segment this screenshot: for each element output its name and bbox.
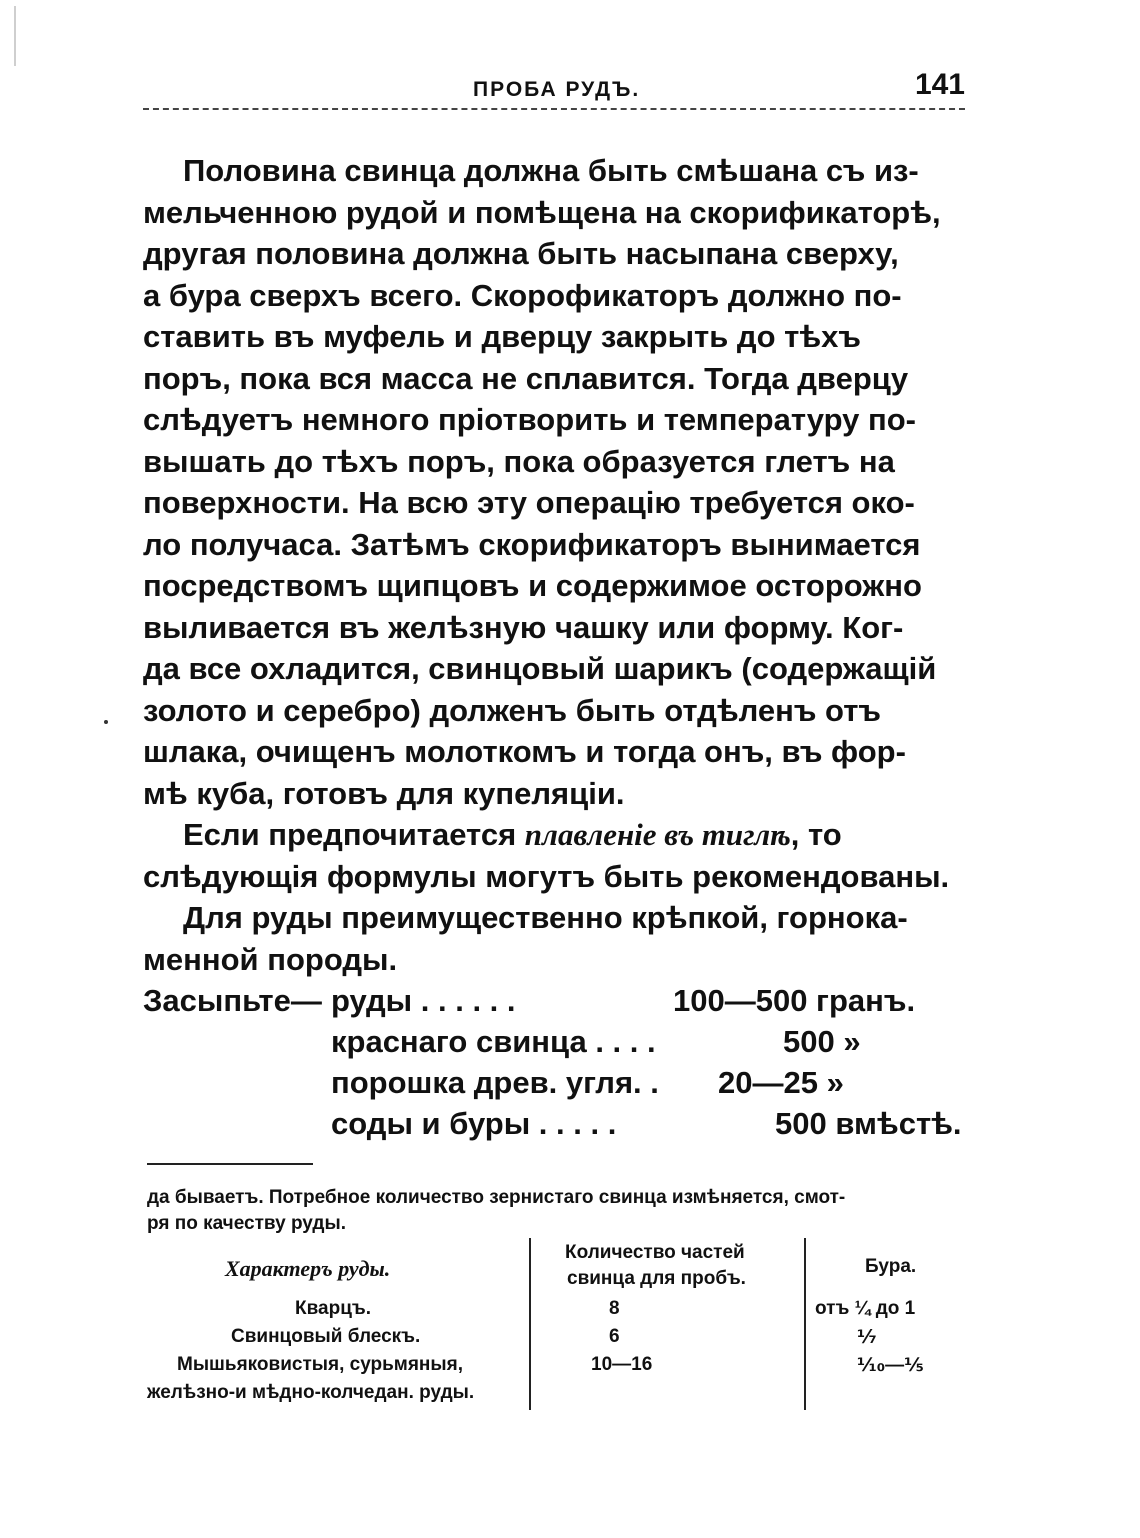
- footnote: [147, 1185, 979, 1237]
- recipe-amount: 500 вмѣстѣ.: [775, 1106, 962, 1141]
- text-line: ставить въ муфель и дверцу закрыть до тѣхъ: [143, 319, 861, 354]
- borax-amount: ⅐: [857, 1327, 877, 1348]
- recipe-item: соды и буры . . . . .: [331, 1106, 617, 1141]
- text-line: менной породы.: [143, 941, 398, 977]
- page-header: [143, 68, 975, 108]
- italic-term: плавленіе въ тиглѣ: [524, 817, 791, 852]
- recipe-amount: 100—500 гранъ.: [673, 983, 916, 1018]
- footnote-line: ря по качеству руды.: [147, 1213, 346, 1234]
- text-line: слѣдуетъ немного пріотворить и температуру по-: [143, 402, 916, 437]
- recipe: [143, 980, 975, 1146]
- text-line: Для руды преимущественно крѣпкой, горнока-: [183, 900, 908, 935]
- borax-amount: отъ ¼ до 1: [815, 1298, 916, 1319]
- column-divider: [529, 1238, 531, 1410]
- header-borax: Бура.: [865, 1256, 917, 1277]
- text-line: мельченною рудой и помѣщена на скорификаторѣ,: [143, 194, 941, 230]
- column-divider: [804, 1238, 806, 1410]
- text-line: вышать до тѣхъ поръ, пока образуется глетъ на: [143, 443, 895, 479]
- ore-table: [147, 1238, 972, 1413]
- borax-amount: ⅒—⅕: [857, 1355, 924, 1376]
- text-line: поверхности. На всю эту операцію требуется око-: [143, 485, 915, 520]
- text-line: выливается въ желѣзную чашку или форму. Ког-: [143, 609, 904, 645]
- text-line: поръ, пока вся масса не сплавится. Тогда дверцу: [143, 360, 909, 396]
- ore-name: Мышьяковистыя, сурьмяныя,: [177, 1354, 464, 1375]
- text-line: ло получаса. Затѣмъ скорификаторъ вынимается: [143, 526, 921, 562]
- scan-speck: [104, 720, 108, 724]
- lead-parts: 10—16: [591, 1354, 653, 1375]
- recipe-item: краснаго свинца . . . .: [331, 1024, 656, 1059]
- header-lead-parts: Количество частей: [565, 1242, 745, 1263]
- text-line: шлака, очищенъ молоткомъ и тогда онъ, въ фор-: [143, 734, 906, 769]
- text-line: мѣ куба, готовъ для купеляціи.: [143, 775, 625, 811]
- text-line: другая половина должна быть насыпана сверху,: [143, 236, 899, 271]
- text-line: посредствомъ щипцовъ и содержимое осторожно: [143, 568, 922, 603]
- recipe-lead: Засыпьте—: [143, 983, 322, 1018]
- recipe-item: руды . . . . . .: [331, 983, 516, 1018]
- recipe-amount: 500 »: [783, 1024, 861, 1059]
- recipe-amount: 20—25 »: [718, 1065, 844, 1100]
- footnote-rule: [147, 1163, 313, 1165]
- ore-name: Кварцъ.: [295, 1298, 372, 1319]
- header-lead-parts-2: свинца для пробъ.: [567, 1268, 746, 1289]
- main-text: [143, 150, 975, 1146]
- text-line: да все охладится, свинцовый шарикъ (содержащій: [143, 651, 937, 686]
- ore-name: желѣзно-и мѣдно-колчедан. руды.: [147, 1382, 475, 1403]
- text-line: золото и серебро) долженъ быть отдѣленъ отъ: [143, 692, 882, 728]
- header-ore-character: Характеръ руды.: [225, 1256, 391, 1281]
- scan-edge-line: [14, 6, 16, 66]
- lead-parts: 6: [609, 1326, 620, 1347]
- text-line: Половина свинца должна быть смѣшана съ из-: [183, 153, 919, 188]
- header-rule: [143, 108, 965, 110]
- ore-name: Свинцовый блескъ.: [231, 1326, 421, 1347]
- footnote-line: да бываетъ. Потребное количество зернистаго свинца измѣняется, смот-: [147, 1187, 846, 1208]
- recipe-item: порошка древ. угля. .: [331, 1065, 659, 1100]
- text-line: слѣдующія формулы могутъ быть рекомендованы.: [143, 858, 950, 894]
- text-line: а бура сверхъ всего. Скорофикаторъ должно по-: [143, 277, 902, 313]
- running-head: ПРОБА РУДЪ.: [473, 78, 641, 101]
- lead-parts: 8: [609, 1298, 620, 1319]
- page-number: 141: [914, 68, 965, 101]
- text-line: Если предпочитается плавленіе въ тиглѣ, то: [183, 817, 842, 852]
